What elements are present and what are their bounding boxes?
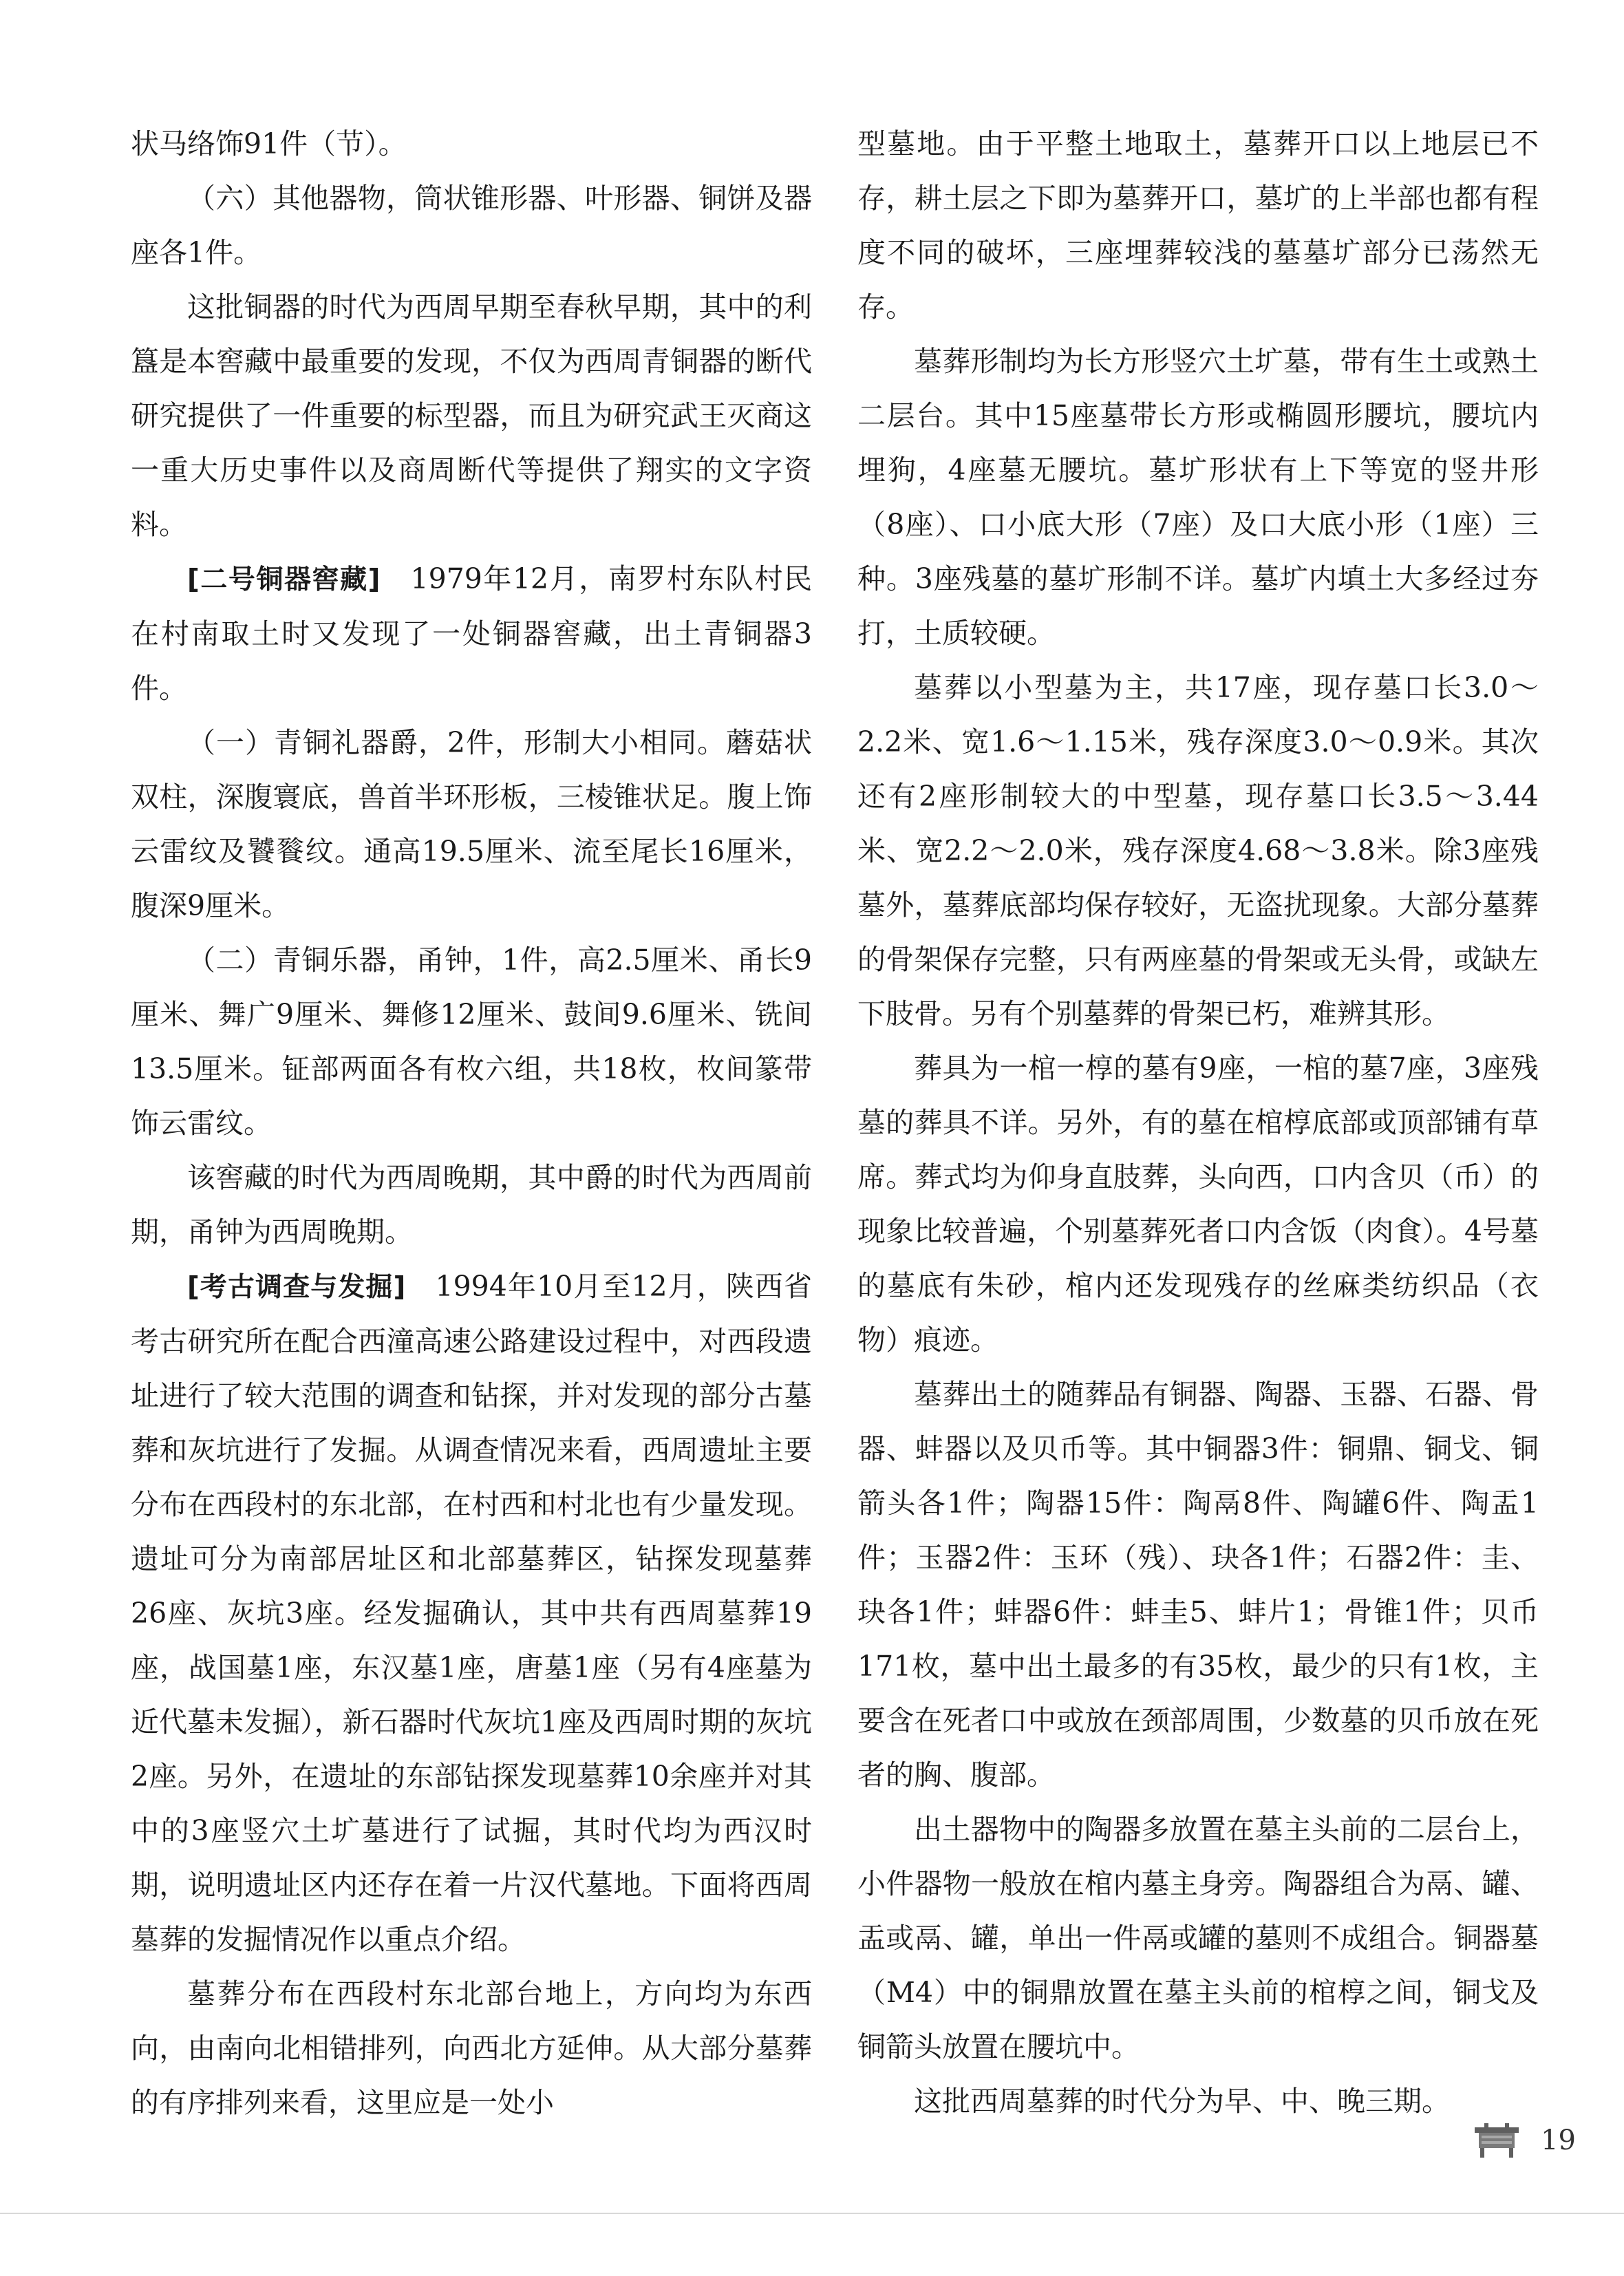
paragraph-text: 1994年10月至12月，陕西省考古研究所在配合西潼高速公路建设过程中，对西段遗址进行了较大范围的调查和钻探，并对发现的部分古墓葬和灰坑进行了发掘。从调查情况来看，西周遗址主要分布在西段村的东北部，在村西和村北也有少量发现。遗址可分为南部居址区和北部墓葬区，钻探发现墓葬26座、灰坑3座。经发掘确认，其中共有西周墓葬19座，战国墓1座，东汉墓1座，唐墓1座（另有4座墓为近代墓未发掘），新石器时代灰坑1座及西周时期的灰坑2座。另外，在遗址的东部钻探发现墓葬10余座并对其中的3座竖穴土圹墓进行了试掘，其时代均为西汉时期，说明遗址区内还存在着一片汉代墓地。下面将西周墓葬的发掘情况作以重点介绍。 (131, 1270, 812, 1956)
paragraph-text: 1979年12月，南罗村东队村民在村南取土时又发现了一处铜器窖藏，出土青铜器3件。 (131, 562, 813, 705)
section-heading: [考古调查与发掘] (187, 1272, 406, 1303)
right-column (857, 117, 1539, 2129)
paragraph: 该窖藏的时代为西周晚期，其中爵的时代为西周前期，甬钟为西周晚期。 (131, 1161, 812, 1248)
left-column (131, 117, 812, 2130)
paragraph: 这批西周墓葬的时代分为早、中、晚三期。 (914, 2085, 1450, 2118)
paragraph: 葬具为一棺一椁的墓有9座，一棺的墓7座，3座残墓的葬具不详。另外，有的墓在棺椁底部或顶部铺有草席。葬式均为仰身直肢葬，头向西，口内含贝（币）的现象比较普遍，个别墓葬死者口内含饭（肉食）。4号墓的墓底有朱砂，棺内还发现残存的丝麻类纺织品（衣物）痕迹。 (857, 1052, 1539, 1357)
paragraph: 墓葬以小型墓为主，共17座，现存墓口长3.0～2.2米、宽1.6～1.15米，残存深度3.0～0.9米。其次还有2座形制较大的中型墓，现存墓口长3.5～3.44米、宽2.2～2.0米，残存深度4.68～3.8米。除3座残墓外，墓葬底部均保存较好，无盗扰现象。大部分墓葬的骨架保存完整，只有两座墓的骨架或无头骨，或缺左下肢骨。另有个别墓葬的骨架已朽，难辨其形。 (857, 671, 1539, 1030)
paragraph: （二）青铜乐器，甬钟，1件，高2.5厘米、甬长9厘米、舞广9厘米、舞修12厘米、鼓间9.6厘米、铣间13.5厘米。钲部两面各有枚六组，共18枚，枚间篆带饰云雷纹。 (131, 944, 812, 1140)
paragraph: （一）青铜礼器爵，2件，形制大小相同。蘑菇状双柱，深腹寰底，兽首半环形板，三棱锥状足。腹上饰云雷纹及饕餮纹。通高19.5厘米、流至尾长16厘米，腹深9厘米。 (131, 726, 812, 922)
paragraph: 出土器物中的陶器多放置在墓主头前的二层台上，小件器物一般放在棺内墓主身旁。陶器组合为鬲、罐、盂或鬲、罐，单出一件鬲或罐的墓则不成组合。铜器墓（M4）中的铜鼎放置在墓主头前的棺椁之间，铜戈及铜箭头放置在腰坑中。 (857, 1813, 1539, 2063)
bottom-rule (0, 2213, 1624, 2214)
page-footer (1472, 2122, 1576, 2159)
paragraph (131, 552, 812, 716)
paragraph: 型墓地。由于平整土地取土，墓葬开口以上地层已不存，耕土层之下即为墓葬开口，墓圹的上半部也都有程度不同的破坏，三座埋葬较浅的墓墓圹部分已荡然无存。 (857, 127, 1539, 323)
bronze-vessel-icon (1472, 2122, 1521, 2159)
paragraph: 这批铜器的时代为西周早期至春秋早期，其中的利簋是本窖藏中最重要的发现，不仅为西周青铜器的断代研究提供了一件重要的标型器，而且为研究武王灭商这一重大历史事件以及商周断代等提供了翔实的文字资料。 (131, 290, 812, 541)
paragraph (131, 1259, 812, 1967)
paragraph: 墓葬分布在西段村东北部台地上，方向均为东西向，由南向北相错排列，向西北方延伸。从大部分墓葬的有序排列来看，这里应是一处小 (131, 1977, 812, 2119)
section-heading: [二号铜器窖藏] (187, 564, 381, 595)
paragraph: （六）其他器物，筒状锥形器、叶形器、铜饼及器座各1件。 (131, 182, 812, 269)
paragraph: 墓葬形制均为长方形竖穴土圹墓，带有生土或熟土二层台。其中15座墓带长方形或椭圆形腰坑，腰坑内埋狗，4座墓无腰坑。墓圹形状有上下等宽的竖井形（8座）、口小底大形（7座）及口大底小形（1座）三种。3座残墓的墓圹形制不详。墓圹内填土大多经过夯打，土质较硬。 (857, 345, 1539, 650)
paragraph: 墓葬出土的随葬品有铜器、陶器、玉器、石器、骨器、蚌器以及贝币等。其中铜器3件：铜鼎、铜戈、铜箭头各1件；陶器15件：陶鬲8件、陶罐6件、陶盂1件；玉器2件：玉环（残）、玦各1件；石器2件：圭、玦各1件；蚌器6件：蚌圭5、蚌片1；骨锥1件；贝币171枚，墓中出土最多的有35枚，最少的只有1枚，主要含在死者口中或放在颈部周围，少数墓的贝币放在死者的胸、腹部。 (857, 1378, 1539, 1791)
page-number: 19 (1541, 2125, 1576, 2156)
paragraph: 状马络饰91件（节）。 (131, 127, 407, 160)
